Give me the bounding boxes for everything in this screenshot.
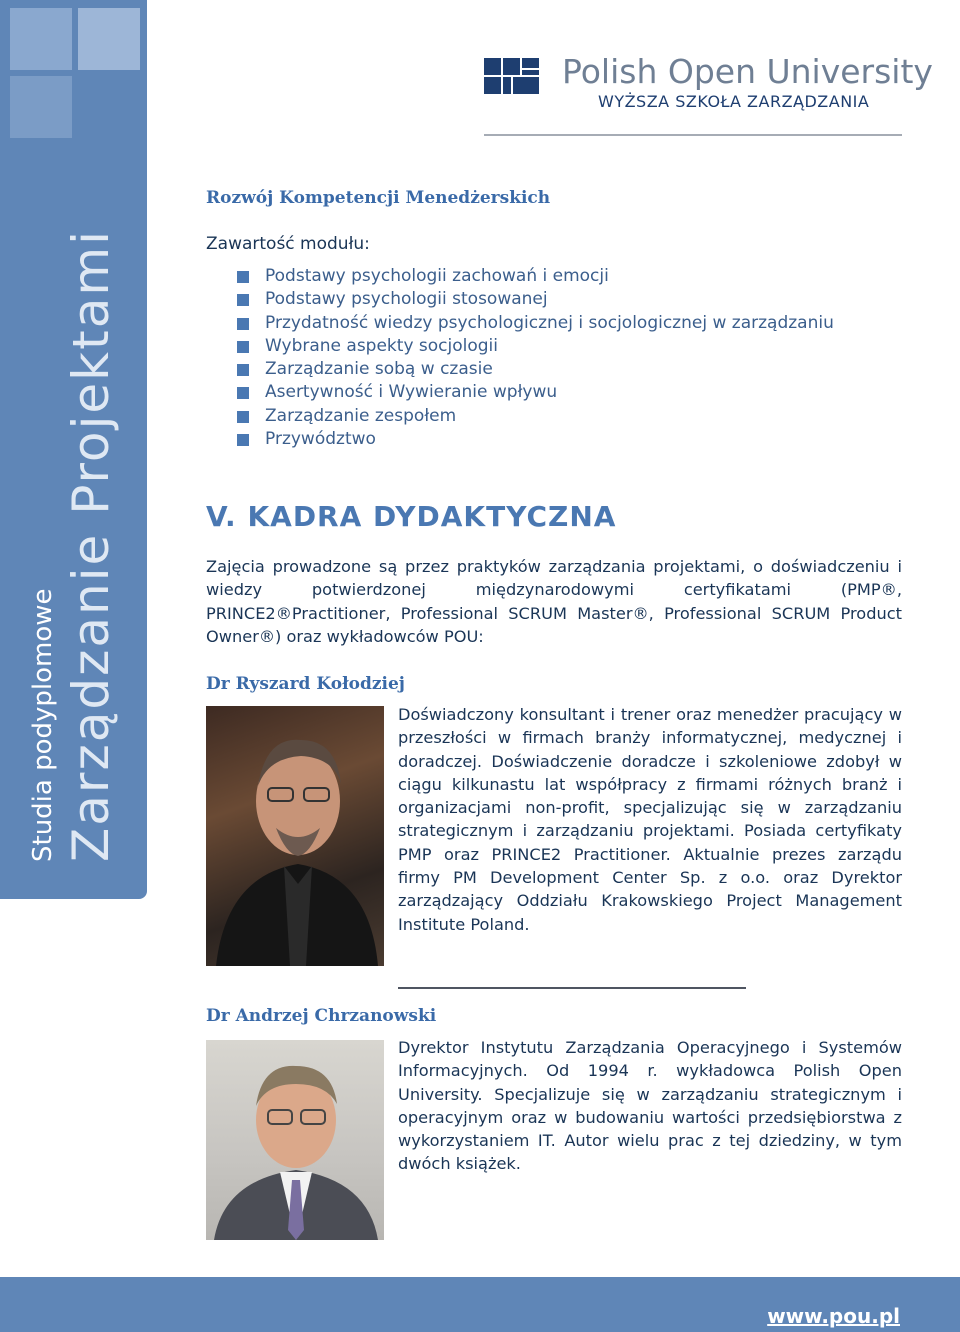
- lecturer-bio: Doświadczony konsultant i trener oraz menedżer pracujący w przeszłości w firmach branży informatycznej, medycznej i doradczej. Doświadczenie doradcze i szkoleniowe zdobył w ciągu kilkunastu lat współpracy z firmami różnych branż i organizacjami non-profit, specjalizując się w zarządzaniu strategicznym i zarządzaniu projektami. Posiada certyfikaty PMP oraz PRINCE2 Practitioner. Aktualnie prezes zarządu firmy PM Development Center Sp. z o.o. oraz Dyrektor zarządzający Oddziału Krakowskiego Project Management Institute Poland.: [398, 705, 902, 934]
- list-item: Przywództwo: [237, 428, 834, 451]
- sidebar-banner: [0, 0, 147, 899]
- list-item: Podstawy psychologii zachowań i emocji: [237, 265, 834, 288]
- bullet-square-icon: [237, 411, 249, 423]
- bullet-square-icon: [237, 434, 249, 446]
- section-heading: V. KADRA DYDAKTYCZNA: [206, 500, 617, 533]
- vertical-title: [0, 0, 147, 870]
- lecturer-name: Dr Ryszard Kołodziej: [206, 674, 405, 694]
- module-list: [237, 265, 834, 451]
- logo-subtitle: WYŻSZA SZKOŁA ZARZĄDZANIA: [598, 92, 870, 111]
- header-divider: [484, 134, 902, 136]
- lecturer-photo: [206, 1040, 384, 1240]
- bullet-square-icon: [237, 364, 249, 376]
- kadra-intro: Zajęcia prowadzone są przez praktyków zarządzania projektami, o doświadczeniu i wiedzy potwierdzonej międzynarodowymi certyfikatami (PMP®, PRINCE2®Practitioner, Professional SCRUM Master®, Professional SCRUM Product Owner®) oraz wykładowców POU:: [206, 557, 902, 646]
- module-label: Zawartość modułu:: [206, 234, 370, 254]
- sidebar-title: Zarządzanie Projektami: [62, 229, 120, 862]
- portrait-icon: [206, 706, 384, 966]
- lecturer-name: Dr Andrzej Chrzanowski: [206, 1006, 437, 1026]
- bullet-square-icon: [237, 341, 249, 353]
- bullet-square-icon: [237, 294, 249, 306]
- lecturer-bio: Dyrektor Instytutu Zarządzania Operacyjnego i Systemów Informacyjnych. Od 1994 r. wykładowca Polish Open University. Specjalizuje się w zarządzaniu strategicznym i operacyjnym oraz w budowaniu wartości przedsiębiorstwa z wykorzystaniem IT. Autor wielu prac z tej dziedziny, w tym dwóch książek.: [398, 1038, 902, 1174]
- university-logo-icon: [484, 58, 540, 94]
- website-link[interactable]: www.pou.pl: [767, 1304, 900, 1328]
- list-item: Wybrane aspekty socjologii: [237, 335, 834, 358]
- sidebar-subtitle: Studia podyplomowe: [28, 588, 58, 862]
- bullet-square-icon: [237, 387, 249, 399]
- lecturer-photo: [206, 706, 384, 966]
- list-item: Zarządzanie zespołem: [237, 405, 834, 428]
- separator: [398, 987, 746, 989]
- bullet-square-icon: [237, 271, 249, 283]
- logo-name: Polish Open University: [562, 52, 933, 91]
- list-item: Zarządzanie sobą w czasie: [237, 358, 834, 381]
- module-heading: Rozwój Kompetencji Menedżerskich: [206, 188, 551, 208]
- list-item: Podstawy psychologii stosowanej: [237, 288, 834, 311]
- bullet-square-icon: [237, 318, 249, 330]
- list-item: Przydatność wiedzy psychologicznej i socjologicznej w zarządzaniu: [237, 312, 834, 335]
- list-item: Asertywność i Wywieranie wpływu: [237, 381, 834, 404]
- portrait-icon: [206, 1040, 384, 1240]
